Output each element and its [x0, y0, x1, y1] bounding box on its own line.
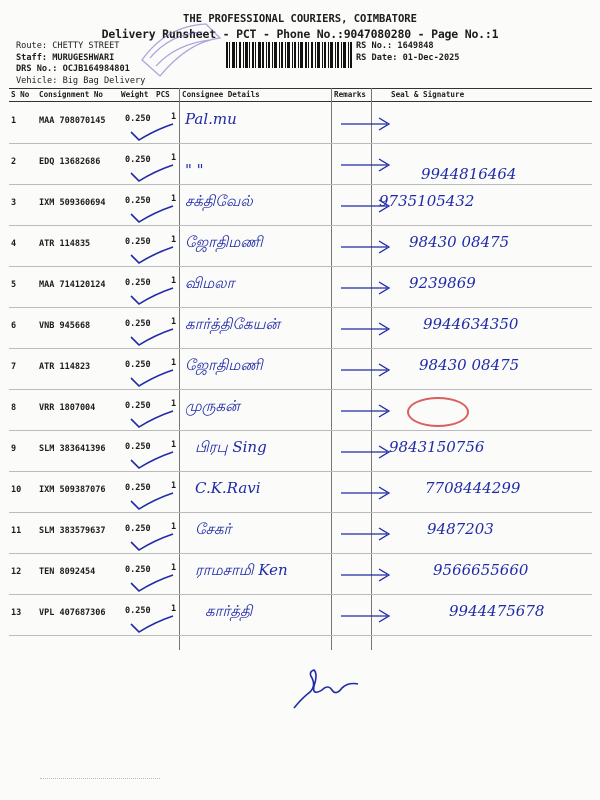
table-row	[9, 143, 592, 185]
row-pcs: 1	[171, 112, 177, 122]
delivery-table	[9, 88, 592, 650]
arrow-mark-icon	[339, 360, 399, 380]
receiver-phone: 98430 08475	[409, 233, 510, 251]
rs-date: RS Date: 01-Dec-2025	[356, 52, 460, 63]
receiver-phone: 9735105432	[379, 192, 475, 210]
row-sno: 4	[11, 239, 17, 249]
table-row	[9, 266, 592, 308]
row-pcs: 1	[171, 317, 177, 327]
tick-mark-icon	[127, 122, 177, 144]
row-pcs: 1	[171, 358, 177, 368]
consignee-name: முருகன்	[185, 397, 240, 415]
table-row	[9, 307, 592, 349]
col-weight: Weight	[121, 90, 149, 99]
row-consignment: ATR 114835	[39, 239, 91, 249]
consignee-name: ஜோதிமணி	[185, 356, 263, 374]
arrow-mark-icon	[339, 114, 399, 134]
consignee-name: கார்த்திகேயன்	[185, 315, 280, 333]
tick-mark-icon	[127, 327, 177, 349]
receiver-phone: 9566655660	[433, 561, 529, 579]
col-pcs: PCS	[156, 90, 170, 99]
row-consignment: EDQ 13682686	[39, 157, 101, 167]
rs-number: RS No.: 1649848	[356, 41, 434, 51]
row-pcs: 1	[171, 563, 177, 573]
consignee-name: விமலா	[185, 274, 235, 292]
consignee-name: சக்திவேல்	[185, 192, 253, 210]
row-consignment: IXM 509387076	[39, 485, 106, 495]
table-row	[9, 225, 592, 267]
tick-mark-icon	[127, 409, 177, 431]
col-remarks: Remarks	[334, 90, 367, 99]
consignee-name: C.K.Ravi	[195, 479, 261, 497]
row-sno: 8	[11, 403, 17, 413]
row-sno: 9	[11, 444, 17, 454]
footer-rule	[40, 778, 160, 782]
row-pcs: 1	[171, 522, 177, 532]
row-sno: 1	[11, 116, 17, 126]
consignee-name: ராமசாமி Ken	[195, 561, 288, 579]
arrow-mark-icon	[339, 524, 399, 544]
row-sno: 6	[11, 321, 17, 331]
row-weight: 0.250	[125, 196, 151, 206]
row-sno: 10	[11, 485, 22, 495]
arrow-mark-icon	[339, 319, 399, 339]
consignee-name: சேகர்	[195, 520, 232, 538]
receiver-phone: 9239869	[409, 274, 476, 292]
row-sno: 11	[11, 526, 22, 536]
row-pcs: 1	[171, 194, 177, 204]
tick-mark-icon	[127, 614, 177, 636]
row-weight: 0.250	[125, 606, 151, 616]
arrow-mark-icon	[339, 278, 399, 298]
table-row	[9, 553, 592, 595]
row-pcs: 1	[171, 399, 177, 409]
company-title: THE PROFESSIONAL COURIERS, COIMBATORE	[183, 13, 417, 25]
table-row	[9, 594, 592, 636]
consignee-name: கார்த்தி	[205, 602, 253, 620]
tick-mark-icon	[127, 204, 177, 226]
seal-stamp-image	[407, 397, 469, 427]
row-consignment: VRR 1807004	[39, 403, 96, 413]
row-pcs: 1	[171, 481, 177, 491]
row-weight: 0.250	[125, 114, 151, 124]
consignee-name: " "	[185, 161, 204, 179]
barcode-image	[226, 42, 352, 68]
col-consignment: Consignment No	[39, 90, 104, 99]
row-pcs: 1	[171, 440, 177, 450]
row-weight: 0.250	[125, 565, 151, 575]
row-consignment: IXM 509360694	[39, 198, 106, 208]
tick-mark-icon	[127, 532, 177, 554]
row-weight: 0.250	[125, 278, 151, 288]
row-weight: 0.250	[125, 237, 151, 247]
tick-mark-icon	[127, 163, 177, 185]
row-pcs: 1	[171, 153, 177, 163]
row-pcs: 1	[171, 276, 177, 286]
row-weight: 0.250	[125, 483, 151, 493]
receiver-phone: 9944475678	[449, 602, 545, 620]
drs-label: DRS No.: OCJB164984801	[16, 64, 130, 74]
tick-mark-icon	[127, 450, 177, 472]
row-consignment: SLM 383641396	[39, 444, 106, 454]
col-sno: S No	[11, 90, 30, 99]
row-sno: 5	[11, 280, 17, 290]
table-row	[9, 184, 592, 226]
runsheet-title: Delivery Runsheet - PCT - Phone No.:9047080280 - Page No.:1	[101, 27, 499, 41]
vehicle-label: Vehicle: Big Bag Delivery	[16, 75, 146, 86]
row-sno: 3	[11, 198, 17, 208]
arrow-mark-icon	[339, 237, 399, 257]
row-weight: 0.250	[125, 524, 151, 534]
row-consignment: SLM 383579637	[39, 526, 106, 536]
route-info	[16, 41, 145, 87]
receiver-phone: 98430 08475	[419, 356, 520, 374]
row-pcs: 1	[171, 604, 177, 614]
table-row	[9, 471, 592, 513]
row-consignment: TEN 8092454	[39, 567, 96, 577]
row-consignment: MAA 714120124	[39, 280, 106, 290]
table-row	[9, 102, 592, 144]
table-row	[9, 389, 592, 431]
tick-mark-icon	[127, 368, 177, 390]
rs-info	[356, 41, 459, 64]
row-pcs: 1	[171, 235, 177, 245]
staff-label: Staff: MURUGESHWARI	[16, 52, 115, 63]
col-consignee: Consignee Details	[182, 90, 260, 99]
tick-mark-icon	[127, 573, 177, 595]
row-weight: 0.250	[125, 401, 151, 411]
receiver-phone: 9843150756	[389, 438, 485, 456]
arrow-mark-icon	[339, 401, 399, 421]
receiver-phone: 9487203	[427, 520, 494, 538]
row-weight: 0.250	[125, 155, 151, 165]
tick-mark-icon	[127, 286, 177, 308]
consignee-name: ஜோதிமணி	[185, 233, 263, 251]
row-consignment: ATR 114823	[39, 362, 91, 372]
row-sno: 13	[11, 608, 22, 618]
arrow-mark-icon	[339, 565, 399, 585]
row-weight: 0.250	[125, 442, 151, 452]
receiver-phone: 7708444299	[425, 479, 521, 497]
office-stamp-image	[136, 20, 224, 82]
row-weight: 0.250	[125, 360, 151, 370]
delivery-signature-image	[292, 664, 362, 714]
arrow-mark-icon	[339, 606, 399, 626]
tick-mark-icon	[127, 491, 177, 513]
row-sno: 7	[11, 362, 17, 372]
table-header	[9, 88, 592, 102]
table-row	[9, 430, 592, 472]
consignee-name: பிரபு Sing	[195, 438, 267, 456]
arrow-mark-icon	[339, 155, 399, 175]
route-label: Route: CHETTY STREET	[16, 41, 120, 51]
receiver-phone: 9944634350	[423, 315, 519, 333]
col-seal: Seal & Signature	[391, 90, 465, 99]
row-consignment: VPL 407687306	[39, 608, 106, 618]
table-row	[9, 512, 592, 554]
receiver-phone: 9944816464	[421, 165, 517, 183]
row-consignment: VNB 945668	[39, 321, 91, 331]
table-row	[9, 348, 592, 390]
row-sno: 12	[11, 567, 22, 577]
arrow-mark-icon	[339, 483, 399, 503]
consignee-name: Pal.mu	[185, 110, 237, 128]
row-sno: 2	[11, 157, 17, 167]
row-weight: 0.250	[125, 319, 151, 329]
row-consignment: MAA 708070145	[39, 116, 106, 126]
tick-mark-icon	[127, 245, 177, 267]
